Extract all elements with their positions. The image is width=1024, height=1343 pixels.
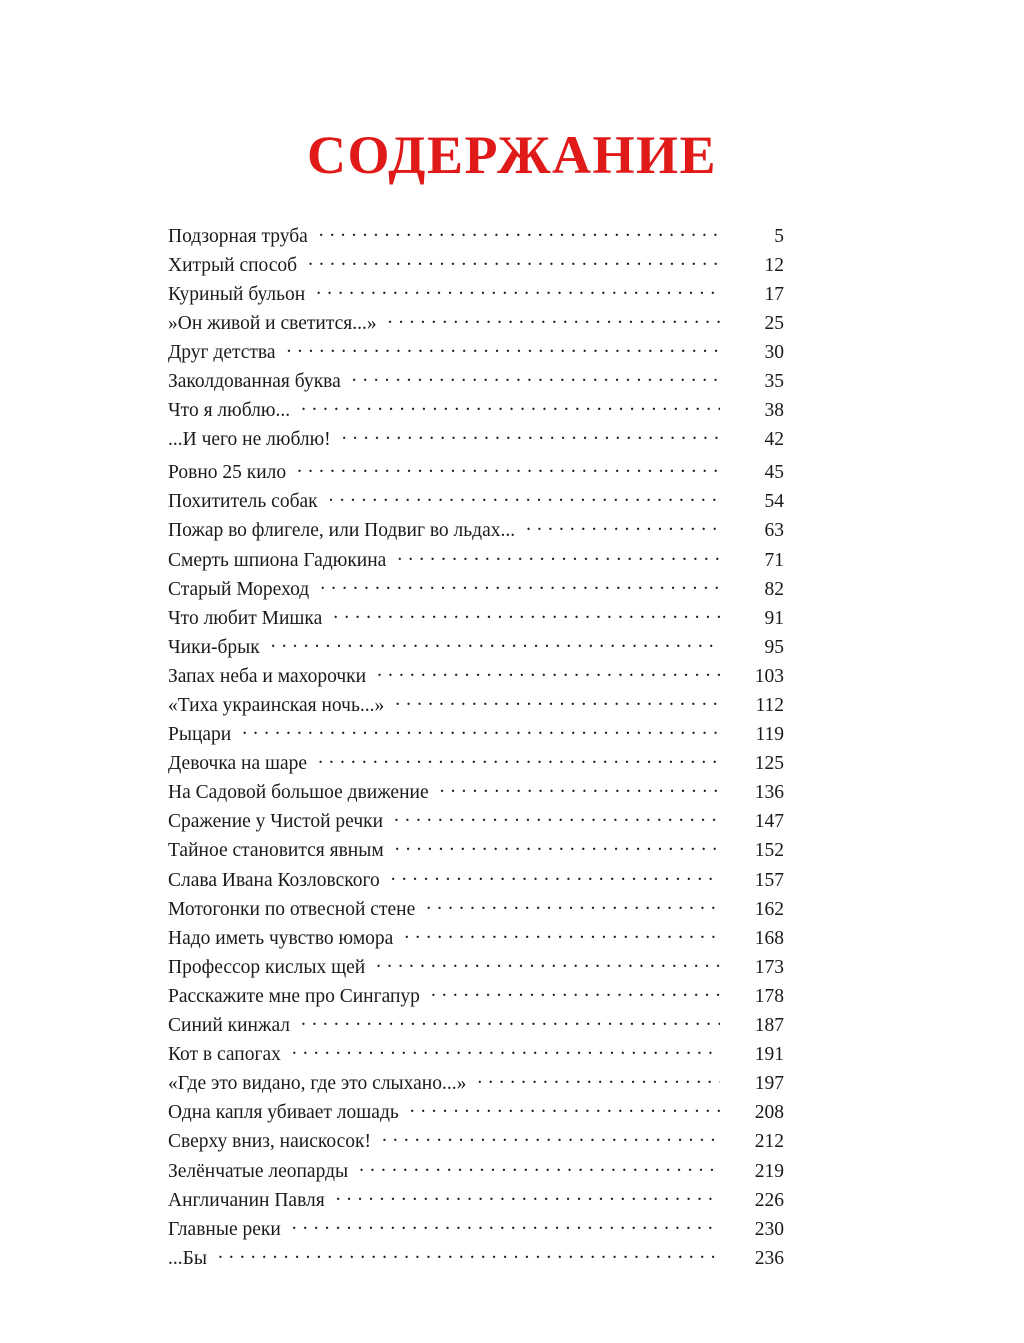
toc-entry-title: Надо иметь чувство юмора (168, 927, 394, 949)
toc-entry-page-number: 187 (754, 1015, 784, 1037)
toc-dot-leader (308, 251, 720, 271)
toc-dot-leader (426, 895, 720, 915)
toc-entry-title: ...Бы (168, 1247, 207, 1269)
toc-entry-title: Тайное становится явным (168, 840, 384, 862)
toc-entry[interactable] (168, 338, 784, 367)
toc-entry-title: Главные реки (168, 1218, 281, 1240)
toc-entry-title: «Где это видано, где это слыхано...» (168, 1073, 467, 1095)
toc-entry-page-number: 178 (754, 985, 784, 1007)
toc-entry[interactable] (168, 662, 784, 691)
toc-dot-leader (336, 1186, 720, 1206)
toc-dot-leader (410, 1099, 720, 1119)
toc-entry-title: Слава Ивана Козловского (168, 869, 380, 891)
toc-dot-leader (329, 488, 720, 508)
toc-dot-leader (376, 953, 720, 973)
toc-entry-title: Одна капля убивает лошадь (168, 1102, 399, 1124)
toc-entry[interactable] (168, 575, 784, 604)
toc-entry-title: Девочка на шаре (168, 753, 308, 775)
toc-entry-title: Подзорная труба (168, 225, 308, 247)
toc-entry-page-number: 226 (754, 1189, 784, 1211)
toc-entry-page-number: 25 (764, 312, 784, 334)
toc-entry-title: Старый Мореход (168, 578, 310, 600)
toc-entry-list (168, 222, 784, 1273)
toc-entry[interactable] (168, 1041, 784, 1070)
toc-dot-leader (359, 1157, 720, 1177)
toc-entry-title: Ровно 25 кило (168, 462, 287, 484)
toc-dot-leader (320, 575, 720, 595)
toc-entry[interactable] (168, 1186, 784, 1215)
toc-entry-page-number: 35 (764, 370, 784, 392)
toc-entry-title: Рыцари (168, 724, 232, 746)
toc-entry-page-number: 157 (754, 869, 784, 891)
toc-entry-page-number: 82 (764, 578, 784, 600)
toc-entry[interactable] (168, 721, 784, 750)
toc-entry-page-number: 30 (764, 341, 784, 363)
toc-entry[interactable] (168, 251, 784, 280)
toc-entry[interactable] (168, 1099, 784, 1128)
toc-entry-title: Синий кинжал (168, 1015, 290, 1037)
toc-entry-title: Сверху вниз, наискосок! (168, 1131, 371, 1153)
toc-entry-page-number: 147 (754, 811, 784, 833)
toc-entry-title: Друг детства (168, 341, 276, 363)
toc-dot-leader (395, 837, 720, 857)
toc-entry-page-number: 230 (754, 1218, 784, 1240)
toc-dot-leader (477, 1070, 720, 1090)
toc-entry[interactable] (168, 750, 784, 779)
toc-dot-leader (292, 1215, 720, 1235)
toc-dot-leader (388, 309, 720, 329)
toc-entry[interactable] (168, 459, 784, 488)
toc-entry-title: Смерть шпиона Гадюкина (168, 549, 387, 571)
toc-entry-title: «Тиха украинская ночь...» (168, 695, 385, 716)
toc-entry-page-number: 95 (764, 636, 784, 658)
toc-entry[interactable] (168, 1128, 784, 1157)
toc-entry[interactable] (168, 837, 784, 866)
toc-entry[interactable] (168, 1070, 784, 1099)
toc-entry-title: Сражение у Чистой речки (168, 811, 384, 833)
toc-entry[interactable] (168, 633, 784, 662)
toc-entry-title: Заколдованная буква (168, 370, 341, 392)
toc-entry-title: На Садовой большое движение (168, 782, 429, 804)
toc-dot-leader (397, 546, 720, 566)
toc-entry-page-number: 5 (774, 225, 784, 247)
toc-entry-title: Расскажите мне про Сингапур (168, 985, 420, 1007)
toc-dot-leader (292, 1041, 720, 1061)
toc-entry[interactable] (168, 280, 784, 309)
toc-entry[interactable] (168, 604, 784, 633)
toc-entry-page-number: 45 (764, 462, 784, 484)
toc-entry-title: Пожар во флигеле, или Подвиг во льдах... (168, 520, 516, 542)
toc-dot-leader (297, 459, 720, 479)
toc-entry[interactable] (168, 982, 784, 1011)
toc-entry[interactable] (168, 895, 784, 924)
toc-entry[interactable] (168, 426, 784, 455)
toc-entry-page-number: 63 (764, 520, 784, 542)
toc-entry-page-number: 236 (754, 1247, 784, 1269)
toc-entry[interactable] (168, 953, 784, 982)
toc-dot-leader (526, 517, 720, 537)
toc-entry-page-number: 103 (754, 665, 784, 687)
toc-dot-leader (218, 1244, 720, 1264)
toc-dot-leader (301, 397, 720, 417)
toc-entry-page-number: 152 (754, 840, 784, 862)
toc-dot-leader (377, 662, 720, 682)
toc-entry-title: Мотогонки по отвесной стене (168, 898, 416, 920)
toc-dot-leader (316, 280, 720, 300)
toc-dot-leader (287, 338, 720, 358)
page-title: СОДЕРЖАНИЕ (307, 125, 717, 185)
toc-dot-leader (333, 604, 720, 624)
toc-entry[interactable] (168, 367, 784, 396)
toc-entry[interactable] (168, 309, 784, 338)
toc-dot-leader (318, 750, 720, 770)
toc-dot-leader (440, 779, 720, 799)
toc-entry-page-number: 162 (754, 898, 784, 920)
toc-dot-leader (301, 1012, 720, 1032)
toc-entry-page-number: 208 (754, 1102, 784, 1124)
toc-entry-title: Профессор кислых щей (168, 956, 366, 978)
toc-entry-title: Хитрый способ (168, 254, 298, 276)
toc-entry-page-number: 191 (754, 1044, 784, 1066)
toc-entry-page-number: 173 (754, 956, 784, 978)
toc-entry-page-number: 212 (754, 1131, 784, 1153)
toc-dot-leader (391, 866, 720, 886)
toc-dot-leader (431, 982, 720, 1002)
toc-entry-title: Похититель собак (168, 491, 318, 513)
toc-entry-page-number: 54 (764, 491, 784, 513)
toc-entry[interactable] (168, 397, 784, 426)
toc-entry-title: ...И чего не люблю! (168, 429, 331, 451)
toc-dot-leader (342, 426, 720, 446)
toc-entry-page-number: 119 (755, 724, 784, 746)
toc-entry-page-number: 219 (754, 1160, 784, 1182)
toc-entry[interactable] (168, 779, 784, 808)
toc-entry[interactable] (168, 1244, 784, 1273)
toc-dot-leader (271, 633, 720, 653)
toc-dot-leader (382, 1128, 720, 1148)
toc-entry[interactable] (168, 692, 784, 721)
toc-entry-page-number: 168 (754, 927, 784, 949)
toc-entry-title: »Он живой и светится...» (168, 312, 377, 334)
toc-entry-page-number: 42 (764, 429, 784, 451)
toc-dot-leader (394, 808, 720, 828)
toc-entry-title: Запах неба и махорочки (168, 665, 367, 687)
toc-entry[interactable] (168, 517, 784, 546)
toc-entry-title: Чики-брык (168, 636, 260, 658)
toc-entry[interactable] (168, 1157, 784, 1186)
toc-dot-leader (319, 222, 720, 242)
toc-entry[interactable] (168, 866, 784, 895)
toc-entry-title: Кот в сапогах (168, 1044, 281, 1066)
toc-entry-page-number: 12 (764, 254, 784, 276)
toc-entry-page-number: 136 (754, 782, 784, 804)
toc-entry-title: Зелёнчатые леопарды (168, 1160, 349, 1182)
toc-entry[interactable] (168, 546, 784, 575)
toc-entry-page-number: 197 (754, 1073, 784, 1095)
toc-entry[interactable] (168, 1215, 784, 1244)
toc-entry[interactable] (168, 1012, 784, 1041)
toc-entry[interactable] (168, 924, 784, 953)
toc-entry[interactable] (168, 808, 784, 837)
toc-entry-page-number: 112 (755, 695, 784, 716)
toc-entry-title: Англичанин Павля (168, 1189, 325, 1211)
toc-dot-leader (352, 367, 720, 387)
toc-entry-page-number: 17 (764, 283, 784, 305)
toc-dot-leader (404, 924, 720, 944)
toc-entry-page-number: 91 (764, 607, 784, 629)
toc-entry-page-number: 125 (754, 753, 784, 775)
toc-entry[interactable] (168, 222, 784, 251)
toc-entry-page-number: 71 (764, 549, 784, 571)
toc-dot-leader (242, 721, 720, 741)
toc-entry-title: Что я люблю... (168, 400, 291, 422)
toc-entry-page-number: 38 (764, 400, 784, 422)
toc-entry-title: Что любит Мишка (168, 607, 323, 629)
toc-dot-leader (395, 692, 720, 712)
toc-entry-title: Куриный бульон (168, 283, 306, 305)
toc-entry[interactable] (168, 488, 784, 517)
